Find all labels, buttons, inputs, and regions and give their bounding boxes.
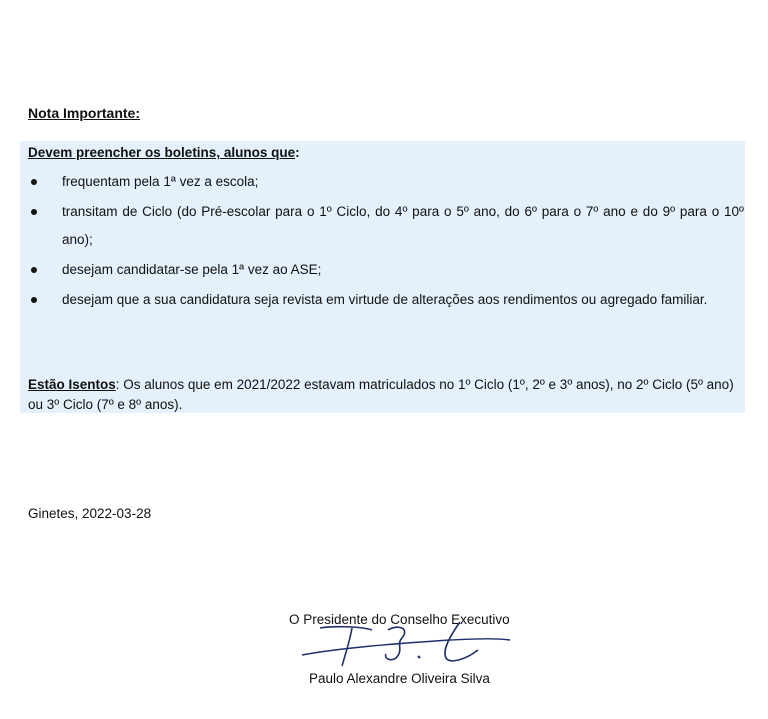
signature-icon [300,600,520,680]
list-item: desejam que a sua candidatura seja revista em virtude de alterações aos rendimentos ou agregado familiar. [28,286,744,314]
lead-line [28,143,300,163]
note-title: Nota Importante: [28,105,140,121]
signature-stroke [445,622,478,661]
bullet-list [28,168,744,316]
place-date: Ginetes, 2022-03-28 [28,506,152,521]
exemption-label: Estão Isentos [28,377,116,392]
signatory-name: Paulo Alexandre Oliveira Silva [309,671,490,686]
list-item: desejam candidatar-se pela 1ª vez ao ASE; [28,256,744,284]
bullet-icon [31,297,37,303]
bullet-icon [31,267,37,273]
signature-stroke [302,639,510,655]
lead-suffix: : [295,145,300,160]
list-item: frequentam pela 1ª vez a escola; [28,168,744,196]
signatory-role: O Presidente do Conselho Executivo [289,612,510,627]
exemption-paragraph [28,375,746,415]
bullet-icon [31,209,37,215]
bullet-icon [31,179,37,185]
lead-underlined: Devem preencher os boletins, alunos que [28,145,296,160]
exemption-text: : Os alunos que em 2021/2022 estavam matriculados no 1º Ciclo (1º, 2º e 3º anos), no 2º Ciclo (5º ano) ou 3º Ciclo (7º e 8º anos). [28,377,734,412]
list-item: transitam de Ciclo (do Pré-escolar para o 1º Ciclo, do 4º para o 5º ano, do 6º para o 7º ano e do 9º para o 10º ano); [28,198,744,254]
signature-stroke [418,656,420,658]
